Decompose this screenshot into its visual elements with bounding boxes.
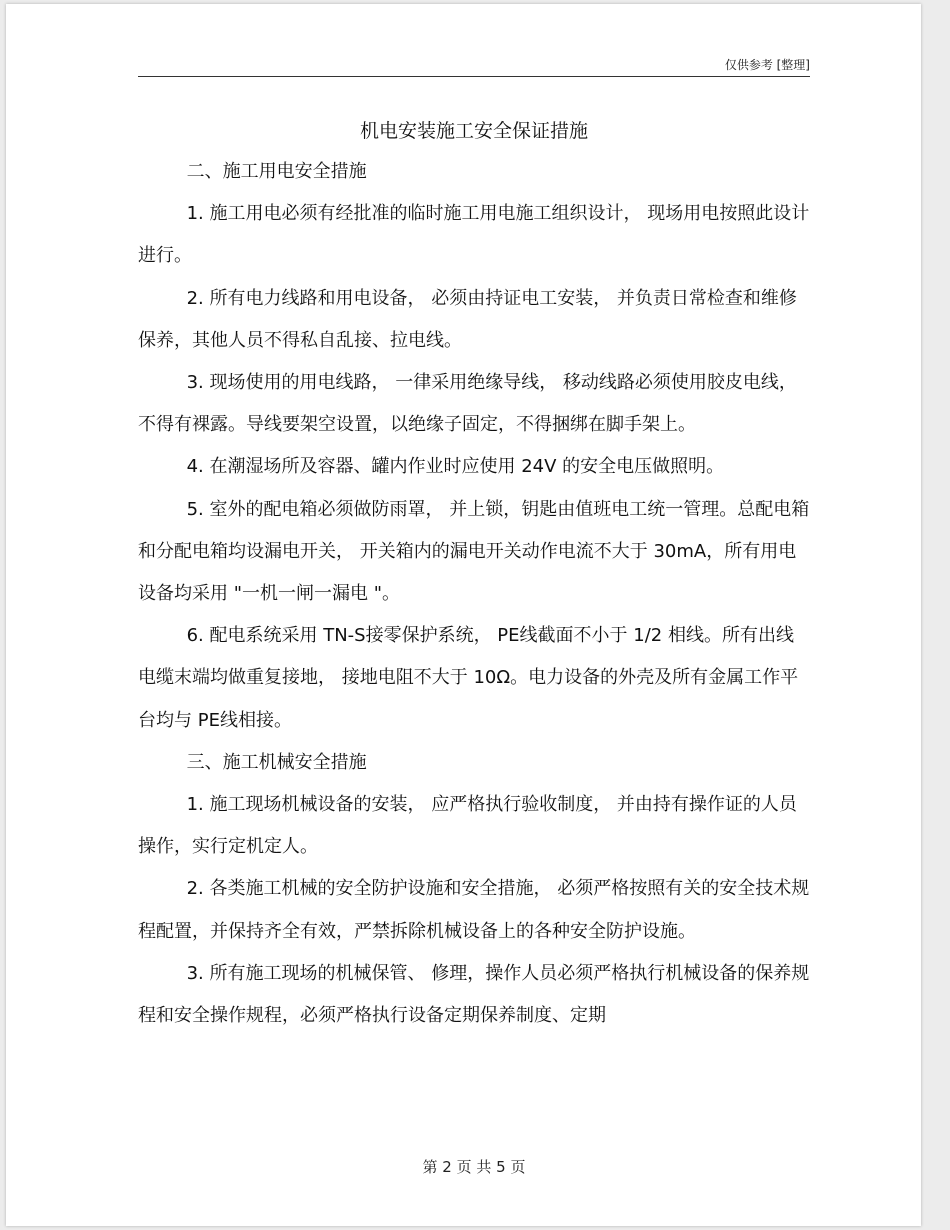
header-divider [138,76,810,77]
section-heading-machinery: 三、施工机械安全措施 [186,751,367,773]
paragraph: 6. 配电系统采用 TN-S接零保护系统， PE线截面不小于 1/2 相线。所有出线电缆末端均做重复接地， 接地电阻不大于 10Ω。电力设备的外壳及所有金属工作平台均与 PE线相接。 [138,625,799,731]
page-header: 仅供参考 [整理] [724,58,810,72]
document-body [138,151,810,1037]
paragraph: 1. 施工用电必须有经批准的临时施工用电施工组织设计， 现场用电按照此设计进行。 [138,203,810,267]
paragraph: 2. 所有电力线路和用电设备， 必须由持证电工安装， 并负责日常检查和维修保养，其他人员不得私自乱接、拉电线。 [138,287,797,351]
page-footer: 第 2 页 共 5 页 [422,1158,526,1176]
section-heading-electrical: 二、施工用电安全措施 [186,161,367,182]
document-title: 机电安装施工安全保证措施 [359,120,588,142]
paragraph: 3. 所有施工现场的机械保管、 修理，操作人员必须严格执行机械设备的保养规程和安全操作规程，必须严格执行设备定期保养制度、定期 [138,962,810,1027]
paragraph: 1. 施工现场机械设备的安装， 应严格执行验收制度， 并由持有操作证的人员操作，实行定机定人。 [138,794,797,858]
paragraph: 3. 现场使用的用电线路， 一律采用绝缘导线， 移动线路必须使用胶皮电线，不得有裸露。导线要架空设置，以绝缘子固定，不得捆绑在脚手架上。 [138,372,797,436]
paragraph: 4. 在潮湿场所及容器、罐内作业时应使用 24V 的安全电压做照明。 [186,456,725,478]
paragraph: 2. 各类施工机械的安全防护设施和安全措施， 必须严格按照有关的安全技术规程配置，并保持齐全有效，严禁拆除机械设备上的各种安全防护设施。 [138,878,810,942]
paragraph: 5. 室外的配电箱必须做防雨罩， 并上锁，钥匙由值班电工统一管理。总配电箱和分配电箱均设漏电开关， 开关箱内的漏电开关动作电流不大于 30mA，所有用电设备均采用 "一机一闸一漏电 "。 [138,498,810,605]
